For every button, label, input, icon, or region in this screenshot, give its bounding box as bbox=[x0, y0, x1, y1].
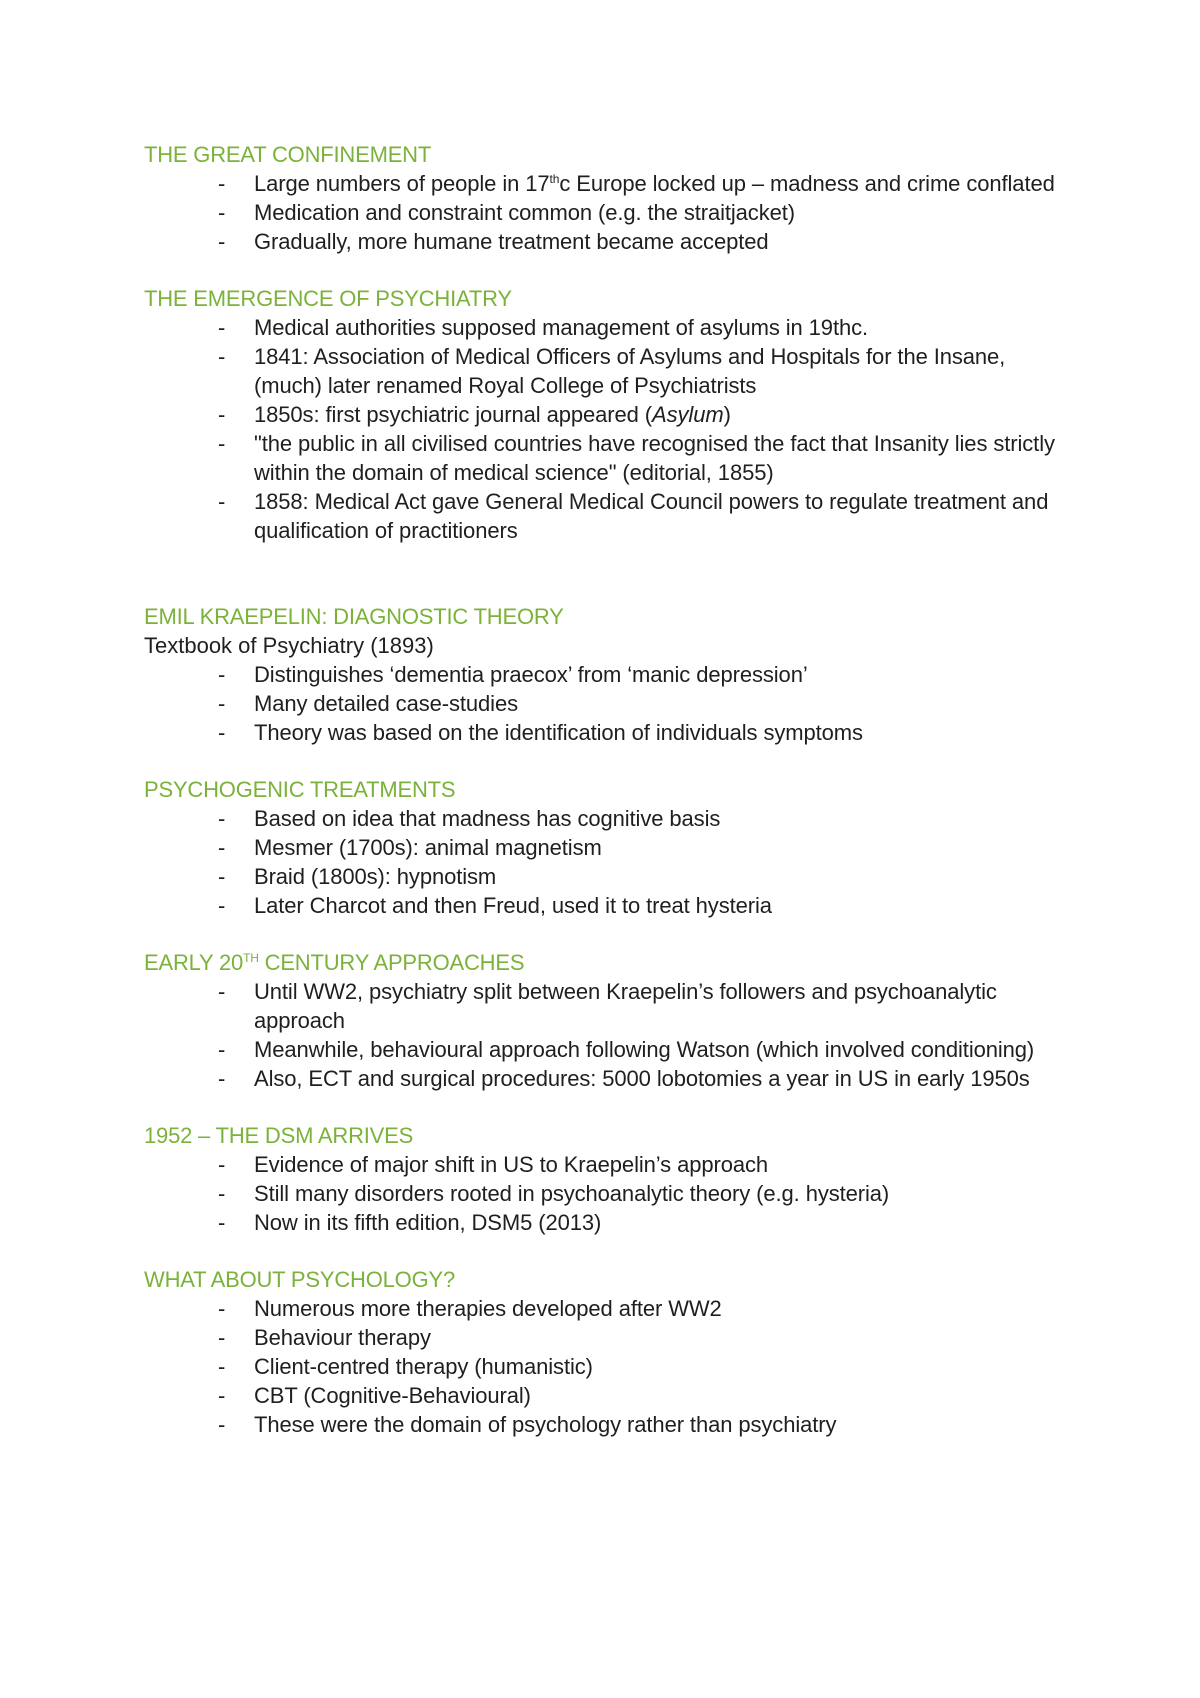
section-heading: PSYCHOGENIC TREATMENTS bbox=[144, 777, 456, 802]
list-item: - These were the domain of psychology rather than psychiatry bbox=[144, 1410, 1064, 1439]
list-item: - Many detailed case-studies bbox=[144, 689, 1064, 718]
section-heading: WHAT ABOUT PSYCHOLOGY? bbox=[144, 1267, 456, 1292]
list-item: - Later Charcot and then Freud, used it to treat hysteria bbox=[144, 891, 1064, 920]
list-item: - Until WW2, psychiatry split between Kraepelin’s followers and psychoanalytic approach bbox=[144, 977, 1064, 1035]
list-item: - "the public in all civilised countries have recognised the fact that Insanity lies strictly within the domain of medical science" (editorial, 1855) bbox=[144, 429, 1064, 487]
section-heading: EARLY 20TH CENTURY APPROACHES bbox=[144, 950, 525, 975]
section-early-20th-century bbox=[144, 948, 1064, 1093]
list-item: - 1858: Medical Act gave General Medical Council powers to regulate treatment and qualification of practitioners bbox=[144, 487, 1064, 545]
list-item: - Mesmer (1700s): animal magnetism bbox=[144, 833, 1064, 862]
bullet-list bbox=[144, 313, 1064, 545]
list-item: - Medical authorities supposed management of asylums in 19thc. bbox=[144, 313, 1064, 342]
section-subtitle: Textbook of Psychiatry (1893) bbox=[144, 633, 434, 658]
section-kraepelin bbox=[144, 602, 1064, 747]
section-heading: THE GREAT CONFINEMENT bbox=[144, 142, 432, 167]
section-dsm-arrives bbox=[144, 1121, 1064, 1237]
list-item: - Client-centred therapy (humanistic) bbox=[144, 1352, 1064, 1381]
list-item: - Gradually, more humane treatment became accepted bbox=[144, 227, 1064, 256]
list-item: - Still many disorders rooted in psychoanalytic theory (e.g. hysteria) bbox=[144, 1179, 1064, 1208]
section-great-confinement bbox=[144, 140, 1064, 256]
list-item: - Based on idea that madness has cognitive basis bbox=[144, 804, 1064, 833]
bullet-list bbox=[144, 169, 1064, 256]
list-item: - Also, ECT and surgical procedures: 5000 lobotomies a year in US in early 1950s bbox=[144, 1064, 1064, 1093]
section-emergence-of-psychiatry bbox=[144, 284, 1064, 545]
list-item: - 1841: Association of Medical Officers of Asylums and Hospitals for the Insane, (much) later renamed Royal College of Psychiatrists bbox=[144, 342, 1064, 400]
list-item: - Medication and constraint common (e.g. the straitjacket) bbox=[144, 198, 1064, 227]
list-item: - Meanwhile, behavioural approach following Watson (which involved conditioning) bbox=[144, 1035, 1064, 1064]
list-item: - Distinguishes ‘dementia praecox’ from ‘manic depression’ bbox=[144, 660, 1064, 689]
list-item: - Evidence of major shift in US to Kraepelin’s approach bbox=[144, 1150, 1064, 1179]
bullet-list bbox=[144, 660, 1064, 747]
list-item: - Theory was based on the identification of individuals symptoms bbox=[144, 718, 1064, 747]
section-psychogenic-treatments bbox=[144, 775, 1064, 920]
list-item: - 1850s: first psychiatric journal appeared (Asylum) bbox=[144, 400, 1064, 429]
list-item: - Large numbers of people in 17thc Europe locked up – madness and crime conflated bbox=[144, 169, 1064, 198]
bullet-list bbox=[144, 977, 1064, 1093]
section-what-about-psychology bbox=[144, 1265, 1064, 1439]
list-item: - Numerous more therapies developed after WW2 bbox=[144, 1294, 1064, 1323]
bullet-list bbox=[144, 1150, 1064, 1237]
bullet-list bbox=[144, 1294, 1064, 1439]
list-item: - Behaviour therapy bbox=[144, 1323, 1064, 1352]
list-item: - CBT (Cognitive-Behavioural) bbox=[144, 1381, 1064, 1410]
bullet-list bbox=[144, 804, 1064, 920]
section-heading: EMIL KRAEPELIN: DIAGNOSTIC THEORY bbox=[144, 604, 564, 629]
section-heading: THE EMERGENCE OF PSYCHIATRY bbox=[144, 286, 512, 311]
document-page bbox=[144, 140, 1064, 1439]
list-item: - Braid (1800s): hypnotism bbox=[144, 862, 1064, 891]
list-item: - Now in its fifth edition, DSM5 (2013) bbox=[144, 1208, 1064, 1237]
section-heading: 1952 – THE DSM ARRIVES bbox=[144, 1123, 414, 1148]
